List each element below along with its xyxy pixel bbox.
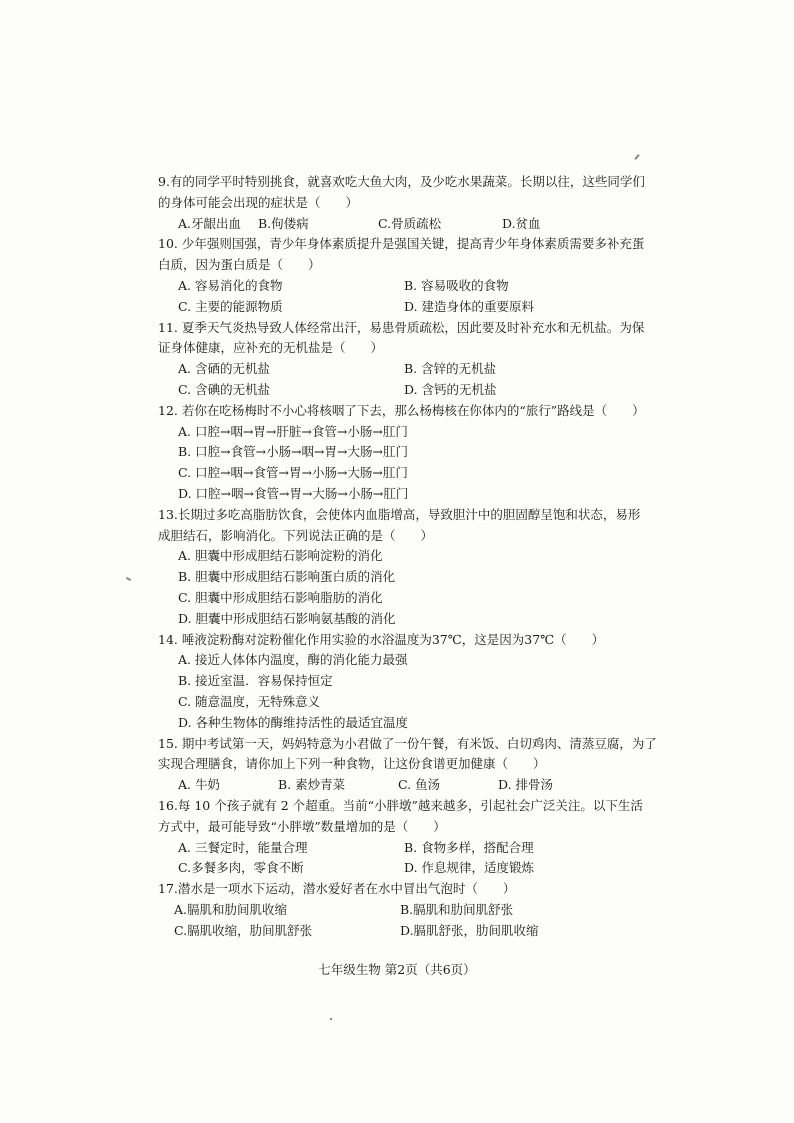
option-d: D. 含钙的无机盐: [404, 381, 497, 397]
option-c: C. 主要的能源物质: [178, 298, 283, 314]
option-a: A. 三餐定时，能量合理: [178, 839, 308, 855]
question-stem: 14. 唾液淀粉酶对淀粉催化作用实验的水浴温度为37℃，这是因为37℃（ ）: [158, 631, 605, 647]
question-stem: 11. 夏季天气炎热导致人体经常出汗，易患骨质疏松，因此要及时补充水和无机盐。为保: [158, 319, 645, 335]
question-stem: 9.有的同学平时特别挑食，就喜欢吃大鱼大肉，及少吃水果蔬菜。长期以往，这些同学们: [158, 174, 645, 189]
question-stem: 15. 期中考试第一天，妈妈特意为小君做了一份午餐，有米饭、白切鸡肉、清蒸豆腐，为了: [158, 735, 657, 751]
option-a: A. 牛奶: [178, 777, 220, 793]
question-10: [158, 234, 658, 317]
option-d: D. 口腔→咽→食管→胃→大肠→小肠→肛门: [178, 485, 409, 501]
option-b: B. 含锌的无机盐: [404, 361, 497, 377]
option-c: C. 口腔→咽→食管→胃→小肠→大肠→肛门: [178, 465, 408, 481]
question-stem: 12. 若你在吃杨梅时不小心将核咽了下去，那么杨梅核在你体内的“旅行”路线是（ ）: [158, 402, 645, 418]
option-b: B.膈肌和肋间肌舒张: [400, 901, 514, 917]
option-d: D. 胆囊中形成胆结石影响氨基酸的消化: [178, 610, 396, 626]
question-stem: 成胆结石，影响消化。下列说法正确的是（ ）: [158, 527, 434, 543]
option-a: A.牙龈出血: [178, 215, 242, 231]
option-d: D. 建造身体的重要原料: [404, 298, 535, 314]
option-a: A. 接近人体体内温度，酶的消化能力最强: [178, 652, 408, 668]
option-b: B. 口腔→食管→小肠→咽→胃→大肠→肛门: [178, 444, 408, 460]
option-row: [158, 775, 658, 796]
option-b: B. 素炒青菜: [278, 777, 346, 793]
question-15: [158, 734, 658, 796]
scan-speck: [634, 154, 639, 160]
option-c: C.骨质疏松: [378, 215, 442, 231]
question-stem: 实现合理膳食，请你加上下列一种食物，让这份食谱更加健康（ ）: [158, 756, 546, 772]
question-9: [158, 172, 658, 234]
option-a: A. 口腔→咽→胃→肝脏→食管→小肠→肛门: [178, 423, 408, 439]
option-d: D.贫血: [502, 215, 541, 231]
question-14: [158, 630, 658, 734]
page-footer: 七年级生物 第2页（共6页）: [318, 962, 476, 977]
option-row: [158, 858, 658, 879]
question-12: [158, 401, 658, 505]
option-row: [158, 838, 658, 859]
option-d: D.膈肌舒张，肋间肌收缩: [400, 922, 539, 938]
option-d: D. 作息规律，适度锻炼: [404, 860, 535, 876]
question-stem: 白质，因为蛋白质是（ ）: [158, 257, 321, 273]
option-b: B. 接近室温．容易保持恒定: [178, 673, 333, 689]
option-b: B. 胆囊中形成胆结石影响蛋白质的消化: [178, 569, 396, 585]
option-c: C. 胆囊中形成胆结石影响脂肪的消化: [178, 589, 383, 605]
option-row: [158, 380, 658, 401]
option-c: C.多餐多肉，零食不断: [178, 860, 304, 876]
question-16: [158, 796, 658, 879]
option-c: C. 含碘的无机盐: [178, 381, 271, 397]
option-d: D. 各种生物体的酶维持活性的最适宜温度: [178, 714, 409, 730]
option-a: A. 含硒的无机盐: [178, 361, 270, 377]
option-c: C.膈肌收缩，肋间肌舒张: [174, 922, 313, 938]
question-list: [158, 172, 658, 941]
option-a: A.膈肌和肋间肌收缩: [174, 901, 288, 917]
option-row: [158, 359, 658, 380]
option-c: C. 鱼汤: [398, 777, 441, 793]
question-stem: 16.每 10 个孩子就有 2 个超重。当前“小胖墩”越来越多，引起社会广泛关注。以下生活: [158, 797, 643, 813]
option-a: A. 胆囊中形成胆结石影响淀粉的消化: [178, 548, 383, 564]
question-11: [158, 318, 658, 401]
question-stem: 13.长期过多吃高脂肪饮食，会使体内血脂增高，导致胆汁中的胆固醇呈饱和状态，易形: [158, 506, 641, 522]
option-row: [158, 900, 658, 921]
question-13: [158, 505, 658, 630]
option-d: D. 排骨汤: [498, 777, 554, 793]
option-b: B. 食物多样，搭配合理: [404, 839, 534, 855]
option-row: [158, 276, 658, 297]
question-stem: 的身体可能会出现的症状是（ ）: [158, 194, 359, 210]
option-a: A. 容易消化的食物: [178, 277, 283, 293]
scan-speck: [126, 577, 131, 581]
option-row: [158, 921, 658, 942]
question-stem: 10. 少年强则国强，青少年身体素质提升是强国关键，提高青少年身体素质需要多补充蛋: [158, 236, 645, 252]
option-row: [158, 297, 658, 318]
question-17: [158, 879, 658, 941]
scan-speck: [330, 1018, 332, 1020]
option-b: B.佝偻病: [258, 215, 309, 231]
question-stem: 17.潜水是一项水下运动，潜水爱好者在水中冒出气泡时（ ）: [158, 881, 516, 897]
option-c: C. 随意温度，无特殊意义: [178, 693, 321, 709]
option-b: B. 容易吸收的食物: [404, 277, 509, 293]
question-stem: 证身体健康，应补充的无机盐是（ ）: [158, 340, 384, 356]
question-stem: 方式中，最可能导致“小胖墩”数量增加的是（ ）: [158, 818, 446, 834]
option-row: [158, 214, 658, 235]
